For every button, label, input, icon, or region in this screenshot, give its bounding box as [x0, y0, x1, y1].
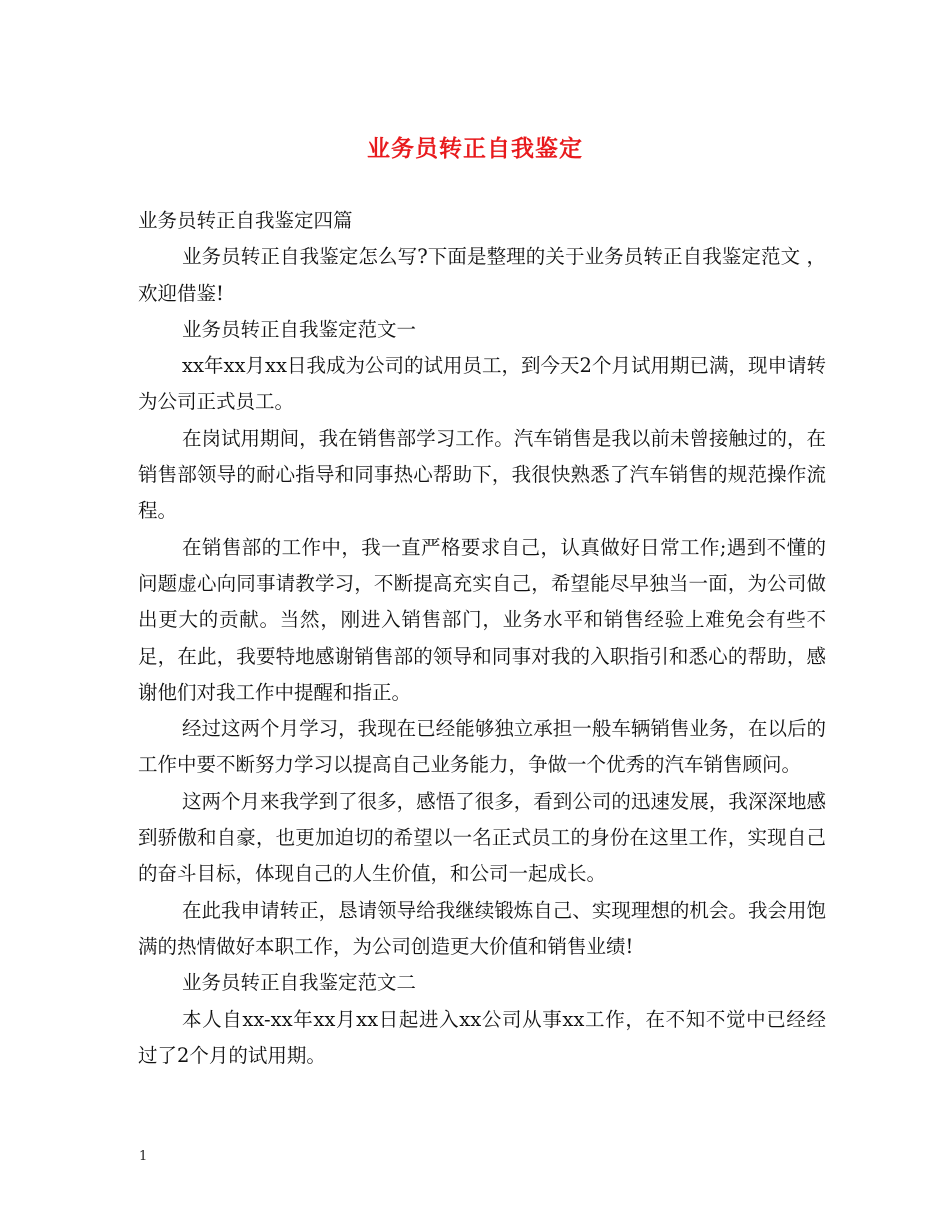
paragraph: 在岗试用期间，我在销售部学习工作。汽车销售是我以前未曾接触过的，在销售部领导的耐心指导和同事热心帮助下，我很快熟悉了汽车销售的规范操作流程。: [138, 426, 826, 523]
page-number: 1: [139, 1149, 148, 1164]
paragraph-intro: 业务员转正自我鉴定怎么写?下面是整理的关于业务员转正自我鉴定范文 ，欢迎借鉴!: [138, 245, 826, 305]
paragraph: 经过这两个月学习，我现在已经能够独立承担一般车辆销售业务，在以后的工作中要不断努力学习以提高自己业务能力，争做一个优秀的汽车销售顾问。: [138, 717, 826, 777]
paragraph: 在此我申请转正，恳请领导给我继续锻炼自己、实现理想的机会。我会用饱满的热情做好本职工作，为公司创造更大价值和销售业绩!: [138, 898, 826, 958]
section-heading-sample-one: 业务员转正自我鉴定范文一: [182, 317, 417, 341]
paragraph: 在销售部的工作中，我一直严格要求自己，认真做好日常工作;遇到不懂的问题虚心向同事请教学习，不断提高充实自己，希望能尽早独当一面，为公司做出更大的贡献。当然，刚进入销售部门，业务水平和销售经验上难免会有些不足，在此，我要特地感谢销售部的领导和同事对我的入职指引和悉心的帮助，感谢他们对我工作中提醒和指正。: [138, 535, 826, 704]
paragraph: 这两个月来我学到了很多，感悟了很多，看到公司的迅速发展，我深深地感到骄傲和自豪，也更加迫切的希望以一名正式员工的身份在这里工作，实现自己的奋斗目标，体现自己的人生价值，和公司一起成长。: [138, 789, 826, 886]
paragraph-heading: 业务员转正自我鉴定四篇: [138, 209, 353, 232]
document-title: 业务员转正自我鉴定: [367, 135, 583, 162]
document-body: [138, 203, 826, 1074]
paragraph: 本人自xx-xx年xx月xx日起进入xx公司从事xx工作，在不知不觉中已经经过了2个月的试用期。: [138, 1007, 826, 1067]
paragraph: xx年xx月xx日我成为公司的试用员工，到今天2个月试用期已满，现申请转为公司正式员工。: [138, 354, 826, 414]
section-heading-sample-two: 业务员转正自我鉴定范文二: [182, 971, 417, 995]
